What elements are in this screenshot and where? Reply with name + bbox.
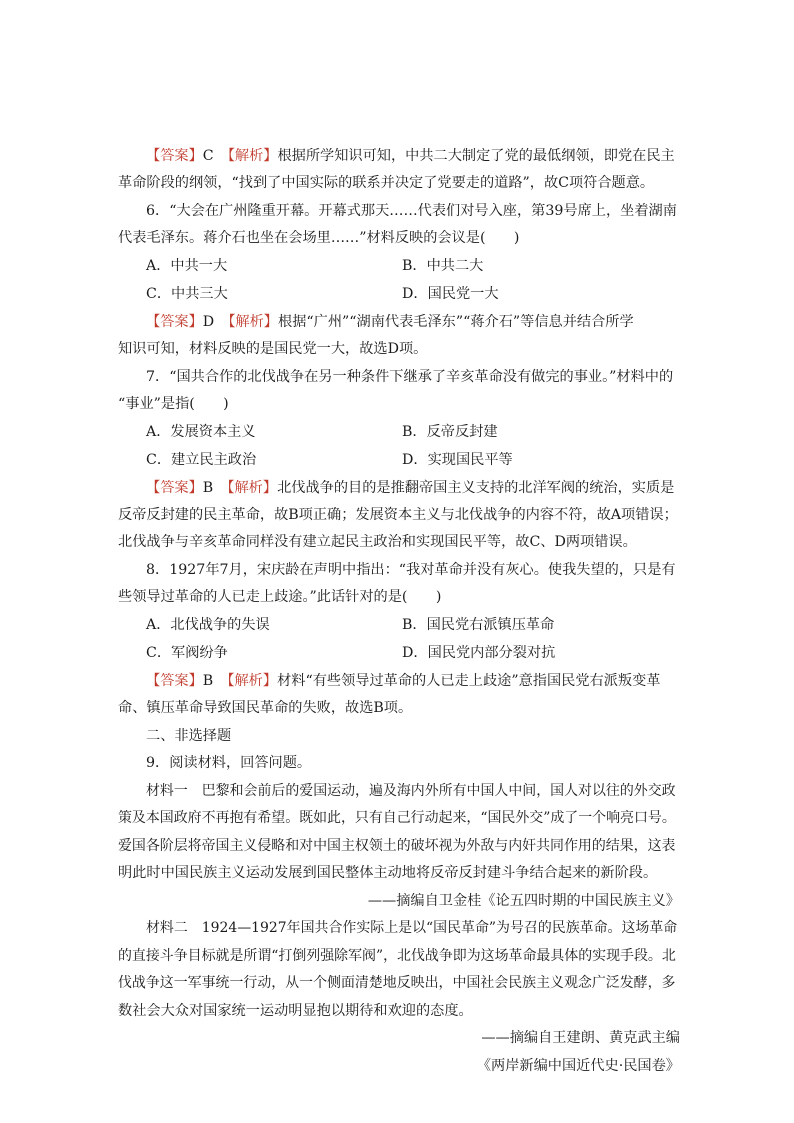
q9-material2-l1: 材料二 1924—1927年国共合作实际上是以“国民革命”为号召的民族革命。这场革命 <box>146 920 678 936</box>
q9-stem: 9．阅读材料，回答问题。 <box>146 755 312 771</box>
q9-material2-l3: 伐战争这一军事统一行动，从一个侧面清楚地反映出，中国社会民族主义观念广泛发酵，多 <box>118 975 676 991</box>
q7-option-b: B．反帝反封建 <box>402 424 498 440</box>
q6-option-c: C．中共三大 <box>146 286 228 302</box>
q6-answer-line <box>146 312 634 332</box>
q7-option-c: C．建立民主政治 <box>146 452 257 468</box>
q7-analysis-l3: 北伐战争与辛亥革命同样没有建立起民主政治和实现国民平等，故C、D两项错误。 <box>118 534 637 550</box>
q5-analysis-l1: 根据所学知识可知，中共二大制定了党的最低纲领，即党在民主 <box>277 148 675 164</box>
q8-option-c: C．军阀纷争 <box>146 645 228 661</box>
q9-material1-source: ——摘编自卫金桂《论五四时期的中国民族主义》 <box>367 893 680 909</box>
q8-stem-l2: 些领导过革命的人已走上歧途。”此话针对的是( ) <box>118 589 442 605</box>
answer-tag: 【答案】 <box>146 673 203 689</box>
q7-option-a: A．发展资本主义 <box>146 424 256 440</box>
q8-option-d: D．国民党内部分裂对抗 <box>402 645 556 661</box>
q7-answer: B <box>202 480 214 496</box>
q7-analysis-l2: 反帝反封建的民主革命，故B项正确；发展资本主义与北伐战争的内容不符，故A项错误； <box>118 507 678 523</box>
answer-tag: 【答案】 <box>146 480 203 496</box>
q9-material2-source-l1: ——摘编自王建朗、黄克武主编 <box>481 1030 680 1046</box>
q6-answer: D <box>202 314 215 330</box>
q7-analysis-l1: 北伐战争的目的是推翻帝国主义支持的北洋军阀的统治，实质是 <box>277 480 675 496</box>
q6-stem-l2: 代表毛泽东。蒋介石也坐在会场里……”材料反映的会议是( ) <box>118 230 520 246</box>
q6-stem-l1: 6．“大会在广州隆重开幕。开幕式那天……代表们对号入座，第39号席上，坐着湖南 <box>146 203 677 219</box>
q6-option-a: A．中共一大 <box>146 258 228 274</box>
analysis-tag: 【解析】 <box>227 673 278 689</box>
q8-answer-line <box>146 671 660 691</box>
q6-option-b: B．中共二大 <box>402 258 484 274</box>
analysis-tag: 【解析】 <box>227 148 278 164</box>
q9-material1-l3: 爱国各阶层将帝国主义侵略和对中国主权领土的破坏视为外敌与内奸共同作用的结果，这表 <box>118 838 676 854</box>
q9-material2-source-l2: 《两岸新编中国近代史·民国卷》 <box>476 1058 680 1074</box>
q8-option-a: A．北伐战争的失误 <box>146 617 270 633</box>
q8-answer: B <box>202 673 214 689</box>
analysis-tag: 【解析】 <box>227 480 278 496</box>
q9-material1-l1: 材料一 巴黎和会前后的爱国运动，遍及海内外所有中国人中间，国人对以往的外交政 <box>146 783 676 799</box>
analysis-tag: 【解析】 <box>228 314 278 330</box>
section-heading: 二、非选择题 <box>146 728 232 744</box>
q6-analysis-l2: 知识可知，材料反映的是国民党一大，故选D项。 <box>118 341 428 357</box>
answer-tag: 【答案】 <box>146 314 203 330</box>
q5-answer-line <box>146 146 675 166</box>
q8-option-b: B．国民党右派镇压革命 <box>402 617 555 633</box>
answer-tag: 【答案】 <box>146 148 203 164</box>
q6-analysis-l1: 根据“广州”“湖南代表毛泽东”“蒋介石”等信息并结合所学 <box>278 314 634 330</box>
q7-stem-l2: “事业”是指( ) <box>118 396 229 412</box>
q7-stem-l1: 7．“国共合作的北伐战争在另一种条件下继承了辛亥革命没有做完的事业。”材料中的 <box>146 369 674 385</box>
q8-stem-l1: 8．1927年7月，宋庆龄在声明中指出：“我对革命并没有灰心。使我失望的，只是有 <box>146 562 676 578</box>
q9-material2-l4: 数社会大众对国家统一运动明显抱以期待和欢迎的态度。 <box>118 1003 473 1019</box>
q7-option-d: D．实现国民平等 <box>402 452 513 468</box>
q9-material1-l4: 明此时中国民族主义运动发展到国民整体主动地将反帝反封建斗争结合起来的新阶段。 <box>118 865 658 881</box>
q7-answer-line <box>146 478 674 498</box>
q6-option-d: D．国民党一大 <box>402 286 499 302</box>
q5-answer: C <box>202 148 214 164</box>
q8-analysis-l2: 命、镇压革命导致国民革命的失败，故选B项。 <box>118 700 413 716</box>
q8-analysis-l1: 材料“有些领导过革命的人已走上歧途”意指国民党右派叛变革 <box>277 673 661 689</box>
q9-material1-l2: 策及本国政府不再抱有希望。既如此，只有自己行动起来，“国民外交”成了一个响亮口号。 <box>118 810 676 826</box>
q9-material2-l2: 的直接斗争目标就是所谓“打倒列强除军阀”，北伐战争即为这场革命最具体的实现手段。北 <box>118 948 676 964</box>
q5-analysis-l2: 革命阶段的纲领，“找到了中国实际的联系并决定了党要走的道路”，故C项符合题意。 <box>118 175 655 191</box>
